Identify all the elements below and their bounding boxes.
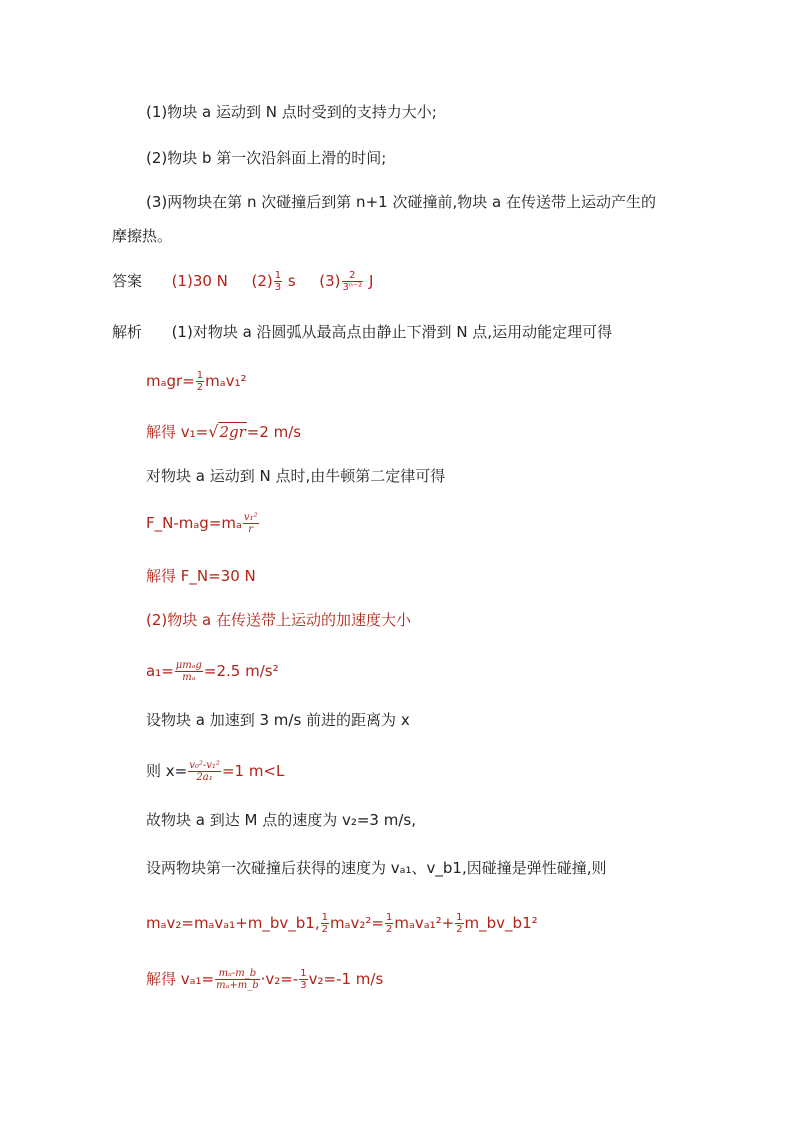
answer-part-3-unit: J (368, 272, 374, 290)
half-fraction (196, 370, 204, 393)
equation-newton (146, 512, 260, 535)
fraction-numerator: 1 (300, 968, 307, 979)
fraction-denominator: 3 (300, 980, 307, 991)
energy-term-3: m_bv_b1² (464, 914, 538, 932)
equation-lhs: F_N-mₐg=mₐ (146, 514, 242, 532)
equation-va1 (146, 968, 383, 991)
half-fraction (321, 912, 329, 935)
answer-part-1: (1)30 N (171, 272, 228, 290)
mass-ratio-fraction (215, 968, 260, 991)
fraction-numerator: mₐ-m_b (218, 968, 257, 979)
equation-suffix: =2 m/s (246, 423, 302, 441)
momentum-equation: mₐv₂=mₐvₐ₁+m_bv_b1, (146, 914, 320, 932)
answer-part-2-prefix: (2) (251, 272, 273, 290)
answer-label: 答案 (112, 272, 143, 290)
equation-energy (146, 370, 247, 393)
equation-lhs: mₐgr= (146, 372, 195, 390)
answer-row (112, 270, 373, 293)
fraction-denominator: 2 (321, 924, 328, 935)
half-fraction (385, 912, 393, 935)
equation-fn: 解得 F_N=30 N (146, 567, 256, 585)
fraction-denominator: 3 (274, 282, 282, 293)
fraction-denominator: 2 (456, 924, 463, 935)
question-2: (2)物块 b 第一次沿斜面上滑的时间; (146, 149, 387, 167)
analysis-label: 解析 (112, 323, 143, 341)
answer-part-3-fraction (342, 270, 364, 293)
fraction-denominator: 2 (196, 382, 204, 393)
energy-term-2: mₐvₐ₁²+ (394, 914, 455, 932)
fraction-numerator: 1 (456, 912, 463, 923)
equation-accel (146, 660, 279, 683)
part-2-intro-text: (2)物块 a 在传送带上运动的加速度大小 (146, 611, 411, 629)
analysis-intro-row (112, 322, 612, 342)
fraction-denominator: r (243, 523, 259, 535)
equation-distance (146, 760, 284, 783)
sqrt-body: 2gr (219, 423, 246, 441)
fraction-denominator: mₐ (175, 671, 203, 683)
fraction-numerator: 1 (321, 912, 328, 923)
equation-rhs: =2.5 m/s² (203, 662, 279, 680)
equation-rhs: mₐv₁² (205, 372, 247, 390)
question-1: (1)物块 a 运动到 N 点时受到的支持力大小; (146, 103, 437, 121)
fraction-numerator: v₁² (243, 512, 258, 523)
equation-suffix: v₂=-1 m/s (308, 970, 384, 988)
centripetal-fraction (243, 512, 259, 535)
question-3-line-1: (3)两物块在第 n 次碰撞后到第 n+1 次碰撞前,物块 a 在传送带上运动产生的 (146, 193, 656, 211)
equation-lhs: a₁= (146, 662, 174, 680)
accel-fraction (175, 660, 203, 683)
newton-line: 对物块 a 运动到 N 点时,由牛顿第二定律可得 (146, 467, 446, 485)
speed-line: 故物块 a 到达 M 点的速度为 v₂=3 m/s, (146, 811, 416, 829)
equation-prefix: 解得 v₁= (146, 423, 209, 441)
collision-line: 设两物块第一次碰撞后获得的速度为 vₐ₁、v_b1,因碰撞是弹性碰撞,则 (146, 859, 607, 877)
fraction-denominator: 3ⁿ⁻² (342, 282, 363, 293)
third-fraction (299, 968, 307, 991)
answer-part-3-prefix: (3) (319, 272, 341, 290)
fraction-denominator: 2a₁ (188, 771, 221, 783)
equation-v1 (146, 422, 301, 442)
fraction-numerator: 1 (196, 370, 204, 381)
fraction-numerator: 2 (349, 270, 356, 281)
analysis-intro: (1)对物块 a 沿圆弧从最高点由静止下滑到 N 点,运用动能定理可得 (171, 323, 613, 341)
equation-prefix: 解得 vₐ₁= (146, 970, 215, 988)
answer-part-2-fraction (274, 270, 282, 293)
fraction-denominator: 2 (385, 924, 393, 935)
equation-suffix: =1 m<L (221, 762, 285, 780)
accel-distance-line: 设物块 a 加速到 3 m/s 前进的距离为 x (146, 711, 410, 729)
answer-part-2-unit: s (287, 272, 296, 290)
energy-term-1: mₐv₂²= (329, 914, 384, 932)
fraction-numerator: 1 (385, 912, 393, 923)
part-2-intro (146, 610, 411, 630)
half-fraction (455, 912, 463, 935)
equation-middle: ·v₂=- (260, 970, 299, 988)
fraction-numerator: 1 (274, 270, 282, 281)
sqrt-icon: √ (208, 422, 219, 441)
equation-momentum-energy (146, 912, 538, 935)
fraction-denominator: mₐ+m_b (216, 980, 259, 991)
question-3-line-2: 摩擦热。 (112, 227, 173, 245)
fraction-numerator: v₀²-v₁² (189, 760, 220, 771)
equation-prefix: 则 x= (146, 762, 188, 780)
fraction-numerator: μmₐg (175, 660, 202, 671)
distance-fraction (188, 760, 221, 783)
